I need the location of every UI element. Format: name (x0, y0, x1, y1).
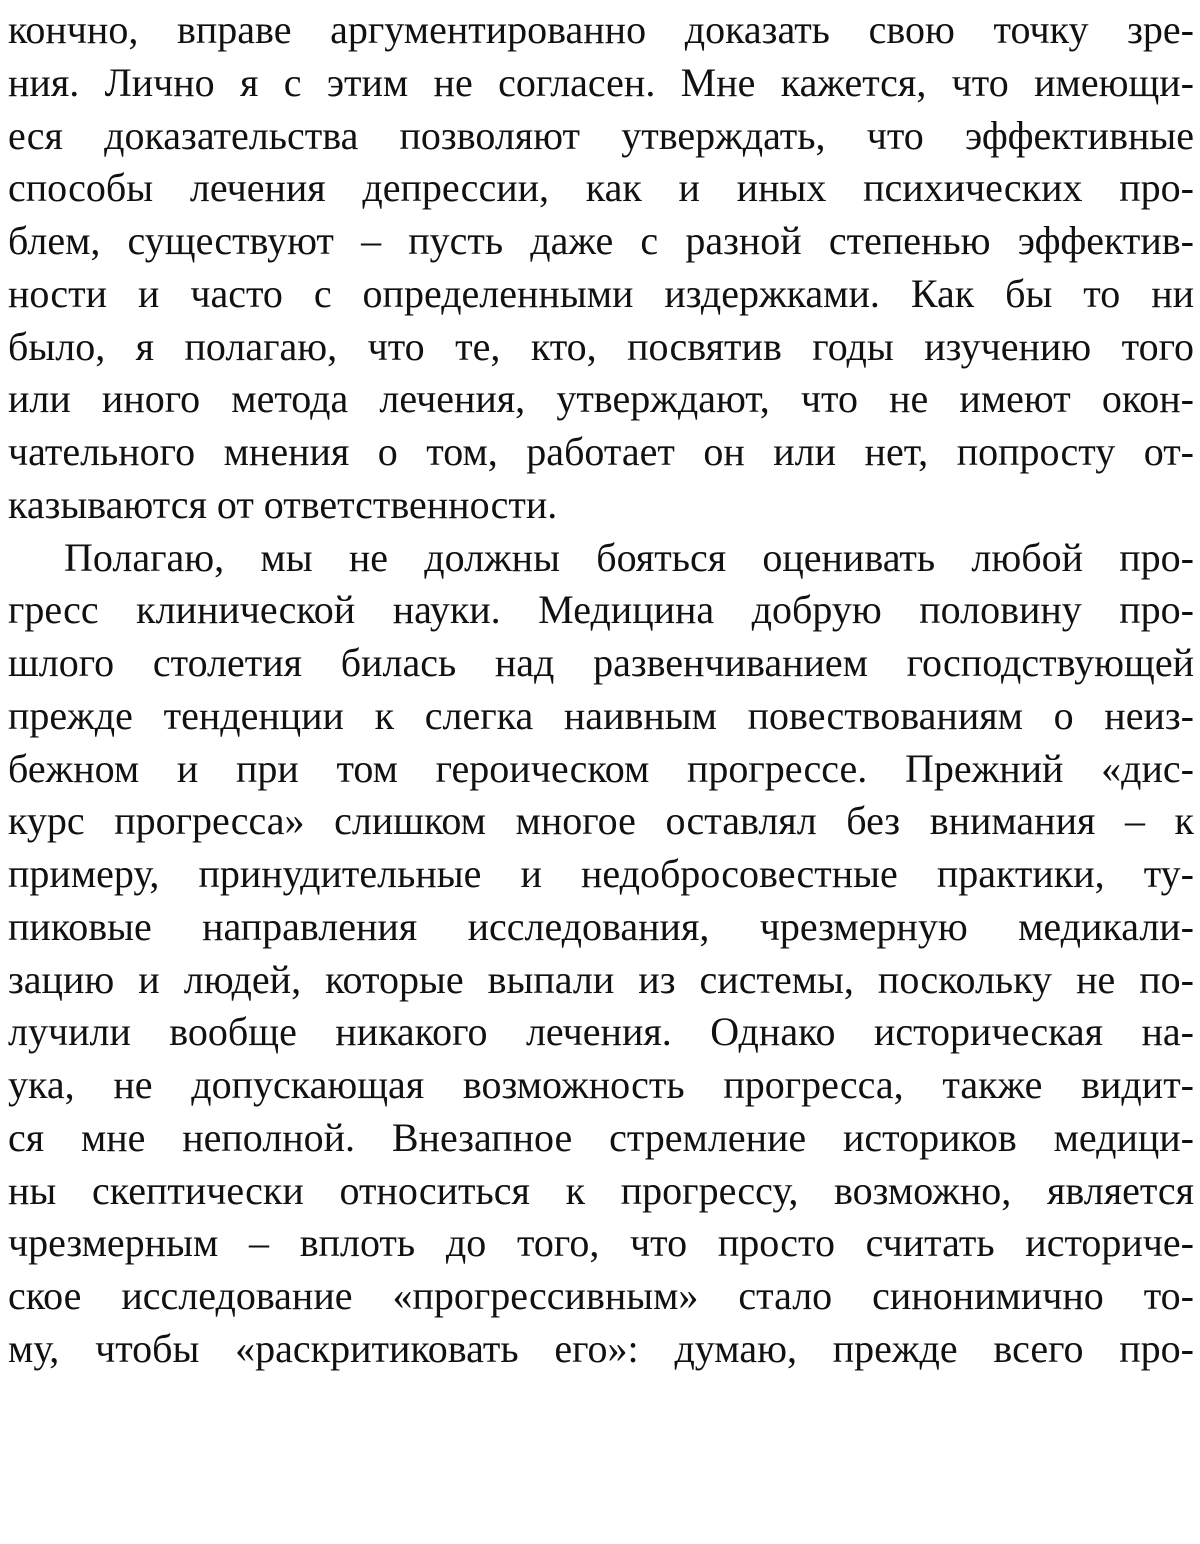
paragraph (8, 4, 1194, 532)
text-line: блем, существуют – пусть даже с разной степенью эффектив- (8, 218, 1194, 263)
text-line: чрезмерным – вплоть до того, что просто считать историче- (8, 1220, 1194, 1266)
text-line: способы лечения депрессии, как и иных психических про- (8, 165, 1194, 211)
book-page (8, 4, 1194, 1376)
text-line: шлого столетия билась над развенчиванием господствующей (8, 640, 1194, 685)
text-line: лучили вообще никакого лечения. Однако историческая на- (8, 1009, 1194, 1055)
text-line: ука, не допускающая возможность прогресса, также видит- (8, 1062, 1194, 1107)
text-line: чательного мнения о том, работает он или нет, попросту от- (8, 429, 1194, 474)
text-line: примеру, принудительные и недобросовестные практики, ту- (8, 851, 1194, 896)
text-line: или иного метода лечения, утверждают, что не имеют окон- (8, 376, 1194, 422)
text-line: гресс клинической науки. Медицина добрую половину про- (8, 587, 1194, 633)
text-line: ское исследование «прогрессивным» стало синонимично то- (8, 1273, 1194, 1318)
text-line: было, я полагаю, что те, кто, посвятив годы изучению того (8, 323, 1194, 369)
text-line: курс прогресса» слишком многое оставлял без внимания – к (8, 798, 1194, 844)
text-line: ности и часто с определенными издержками. Как бы то ни (8, 270, 1194, 316)
text-line: ния. Лично я с этим не согласен. Мне кажется, что имеющи- (8, 59, 1194, 105)
text-line: ны скептически относиться к прогрессу, возможно, является (8, 1167, 1194, 1213)
text-line: казываются от ответственности. (8, 481, 558, 527)
text-line: прежде тенденции к слегка наивным повествованиям о неиз- (8, 692, 1194, 738)
text-line: му, чтобы «раскритиковать его»: думаю, прежде всего про- (8, 1325, 1194, 1371)
text-line: ся мне неполной. Внезапное стремление историков медици- (8, 1114, 1194, 1160)
text-line: пиковые направления исследования, чрезмерную медикали- (8, 903, 1194, 949)
text-line: зацию и людей, которые выпали из системы, поскольку не по- (8, 956, 1194, 1002)
text-line: кончно, вправе аргументированно доказать свою точку зре- (8, 7, 1194, 52)
text-line: бежном и при том героическом прогрессе. Прежний «дис- (8, 745, 1194, 791)
text-line: Полагаю, мы не должны бояться оценивать любой про- (64, 534, 1194, 580)
text-line: еся доказательства позволяют утверждать, что эффективные (8, 112, 1194, 158)
paragraph (8, 532, 1194, 1376)
